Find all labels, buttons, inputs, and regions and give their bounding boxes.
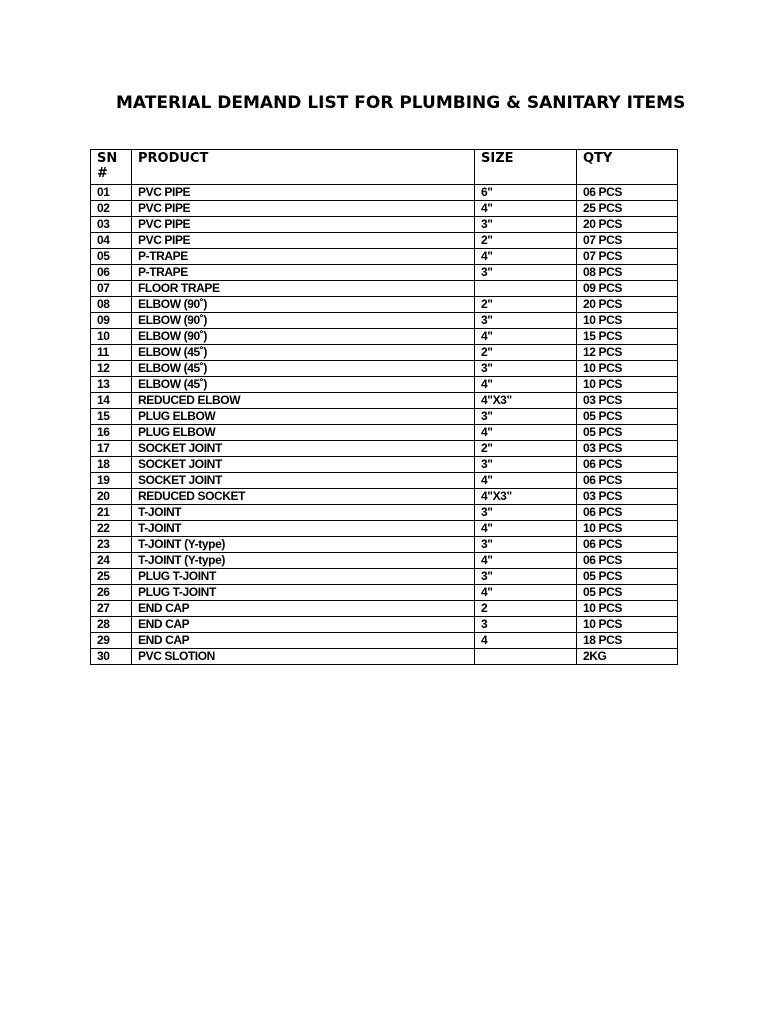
table-row <box>91 585 678 601</box>
table-row <box>91 233 678 249</box>
cell-qty: 06 PCS <box>577 473 678 489</box>
cell-product: PVC PIPE <box>132 185 475 201</box>
table-row <box>91 505 678 521</box>
cell-product: ELBOW (90˚) <box>132 297 475 313</box>
cell-product: PVC PIPE <box>132 233 475 249</box>
cell-sn: 17 <box>91 441 132 457</box>
cell-qty: 05 PCS <box>577 409 678 425</box>
cell-size: 4 <box>475 633 577 649</box>
cell-qty: 06 PCS <box>577 457 678 473</box>
cell-size: 2" <box>475 297 577 313</box>
cell-product: T-JOINT (Y-type) <box>132 537 475 553</box>
cell-size: 4" <box>475 377 577 393</box>
cell-qty: 06 PCS <box>577 553 678 569</box>
cell-sn: 07 <box>91 281 132 297</box>
table-row <box>91 457 678 473</box>
table-row <box>91 297 678 313</box>
cell-qty: 2KG <box>577 649 678 665</box>
table-row <box>91 617 678 633</box>
cell-size: 4" <box>475 521 577 537</box>
cell-size: 3" <box>475 409 577 425</box>
cell-product: T-JOINT <box>132 505 475 521</box>
cell-size: 4" <box>475 329 577 345</box>
table-row <box>91 409 678 425</box>
cell-sn: 13 <box>91 377 132 393</box>
cell-size: 3" <box>475 569 577 585</box>
cell-qty: 20 PCS <box>577 217 678 233</box>
cell-qty: 03 PCS <box>577 489 678 505</box>
cell-size: 3" <box>475 217 577 233</box>
cell-qty: 03 PCS <box>577 393 678 409</box>
table-header-row <box>91 150 678 185</box>
cell-product: END CAP <box>132 601 475 617</box>
table-row <box>91 185 678 201</box>
table-row <box>91 281 678 297</box>
cell-sn: 26 <box>91 585 132 601</box>
cell-product: PLUG T-JOINT <box>132 569 475 585</box>
cell-product: T-JOINT (Y-type) <box>132 553 475 569</box>
cell-size: 3" <box>475 537 577 553</box>
cell-qty: 15 PCS <box>577 329 678 345</box>
cell-qty: 18 PCS <box>577 633 678 649</box>
cell-sn: 28 <box>91 617 132 633</box>
table-row <box>91 489 678 505</box>
cell-size: 3" <box>475 505 577 521</box>
cell-sn: 24 <box>91 553 132 569</box>
cell-size: 4" <box>475 425 577 441</box>
cell-product: FLOOR TRAPE <box>132 281 475 297</box>
cell-qty: 10 PCS <box>577 521 678 537</box>
cell-qty: 12 PCS <box>577 345 678 361</box>
cell-sn: 05 <box>91 249 132 265</box>
cell-size: 4"X3" <box>475 393 577 409</box>
header-size: SIZE <box>475 150 577 185</box>
table-row <box>91 537 678 553</box>
cell-size: 4"X3" <box>475 489 577 505</box>
cell-product: PLUG ELBOW <box>132 409 475 425</box>
cell-size: 4" <box>475 473 577 489</box>
cell-sn: 08 <box>91 297 132 313</box>
cell-sn: 19 <box>91 473 132 489</box>
cell-sn: 03 <box>91 217 132 233</box>
cell-sn: 30 <box>91 649 132 665</box>
cell-qty: 05 PCS <box>577 425 678 441</box>
table-row <box>91 649 678 665</box>
cell-sn: 01 <box>91 185 132 201</box>
table-row <box>91 553 678 569</box>
cell-product: ELBOW (90˚) <box>132 313 475 329</box>
cell-product: P-TRAPE <box>132 265 475 281</box>
table-row <box>91 569 678 585</box>
cell-sn: 23 <box>91 537 132 553</box>
cell-product: T-JOINT <box>132 521 475 537</box>
header-product: PRODUCT <box>132 150 475 185</box>
cell-product: PVC PIPE <box>132 201 475 217</box>
header-sn: SN # <box>91 150 132 185</box>
cell-size: 3" <box>475 457 577 473</box>
cell-qty: 06 PCS <box>577 505 678 521</box>
cell-size: 4" <box>475 249 577 265</box>
cell-product: SOCKET JOINT <box>132 441 475 457</box>
table-row <box>91 201 678 217</box>
cell-product: ELBOW (45˚) <box>132 377 475 393</box>
cell-product: ELBOW (45˚) <box>132 361 475 377</box>
cell-product: PLUG ELBOW <box>132 425 475 441</box>
cell-qty: 10 PCS <box>577 377 678 393</box>
cell-qty: 07 PCS <box>577 249 678 265</box>
cell-qty: 03 PCS <box>577 441 678 457</box>
cell-sn: 22 <box>91 521 132 537</box>
cell-sn: 10 <box>91 329 132 345</box>
table-body <box>91 185 678 665</box>
cell-qty: 10 PCS <box>577 313 678 329</box>
material-demand-table <box>90 149 678 665</box>
table-row <box>91 377 678 393</box>
cell-qty: 08 PCS <box>577 265 678 281</box>
cell-sn: 12 <box>91 361 132 377</box>
cell-product: ELBOW (45˚) <box>132 345 475 361</box>
cell-size: 3" <box>475 313 577 329</box>
cell-sn: 16 <box>91 425 132 441</box>
cell-size: 2" <box>475 345 577 361</box>
cell-product: PVC SLOTION <box>132 649 475 665</box>
cell-sn: 29 <box>91 633 132 649</box>
table-row <box>91 473 678 489</box>
cell-qty: 05 PCS <box>577 585 678 601</box>
cell-qty: 10 PCS <box>577 601 678 617</box>
cell-sn: 15 <box>91 409 132 425</box>
header-qty: QTY <box>577 150 678 185</box>
cell-size <box>475 281 577 297</box>
table-row <box>91 361 678 377</box>
table-row <box>91 249 678 265</box>
cell-qty: 06 PCS <box>577 185 678 201</box>
table-row <box>91 521 678 537</box>
cell-qty: 10 PCS <box>577 361 678 377</box>
cell-size: 4" <box>475 553 577 569</box>
cell-size <box>475 649 577 665</box>
cell-qty: 06 PCS <box>577 537 678 553</box>
cell-product: PVC PIPE <box>132 217 475 233</box>
cell-sn: 14 <box>91 393 132 409</box>
cell-size: 3" <box>475 265 577 281</box>
cell-size: 3 <box>475 617 577 633</box>
cell-size: 4" <box>475 201 577 217</box>
cell-product: END CAP <box>132 617 475 633</box>
cell-product: END CAP <box>132 633 475 649</box>
cell-qty: 05 PCS <box>577 569 678 585</box>
table-row <box>91 313 678 329</box>
cell-qty: 10 PCS <box>577 617 678 633</box>
cell-qty: 20 PCS <box>577 297 678 313</box>
cell-sn: 04 <box>91 233 132 249</box>
cell-sn: 25 <box>91 569 132 585</box>
table-row <box>91 441 678 457</box>
cell-size: 4" <box>475 585 577 601</box>
table-row <box>91 601 678 617</box>
cell-size: 2" <box>475 441 577 457</box>
cell-product: SOCKET JOINT <box>132 457 475 473</box>
document-title: MATERIAL DEMAND LIST FOR PLUMBING & SANITARY ITEMS <box>116 93 686 113</box>
cell-sn: 27 <box>91 601 132 617</box>
table-row <box>91 393 678 409</box>
cell-product: REDUCED SOCKET <box>132 489 475 505</box>
cell-size: 3" <box>475 361 577 377</box>
table-row <box>91 425 678 441</box>
cell-qty: 09 PCS <box>577 281 678 297</box>
cell-product: SOCKET JOINT <box>132 473 475 489</box>
table-row <box>91 345 678 361</box>
cell-product: ELBOW (90˚) <box>132 329 475 345</box>
cell-size: 2" <box>475 233 577 249</box>
cell-sn: 06 <box>91 265 132 281</box>
cell-size: 6" <box>475 185 577 201</box>
cell-sn: 20 <box>91 489 132 505</box>
cell-sn: 02 <box>91 201 132 217</box>
table-row <box>91 633 678 649</box>
cell-size: 2 <box>475 601 577 617</box>
table-row <box>91 329 678 345</box>
table-row <box>91 217 678 233</box>
cell-sn: 09 <box>91 313 132 329</box>
cell-qty: 07 PCS <box>577 233 678 249</box>
table-row <box>91 265 678 281</box>
cell-qty: 25 PCS <box>577 201 678 217</box>
cell-product: REDUCED ELBOW <box>132 393 475 409</box>
cell-product: P-TRAPE <box>132 249 475 265</box>
cell-product: PLUG T-JOINT <box>132 585 475 601</box>
cell-sn: 18 <box>91 457 132 473</box>
cell-sn: 21 <box>91 505 132 521</box>
cell-sn: 11 <box>91 345 132 361</box>
